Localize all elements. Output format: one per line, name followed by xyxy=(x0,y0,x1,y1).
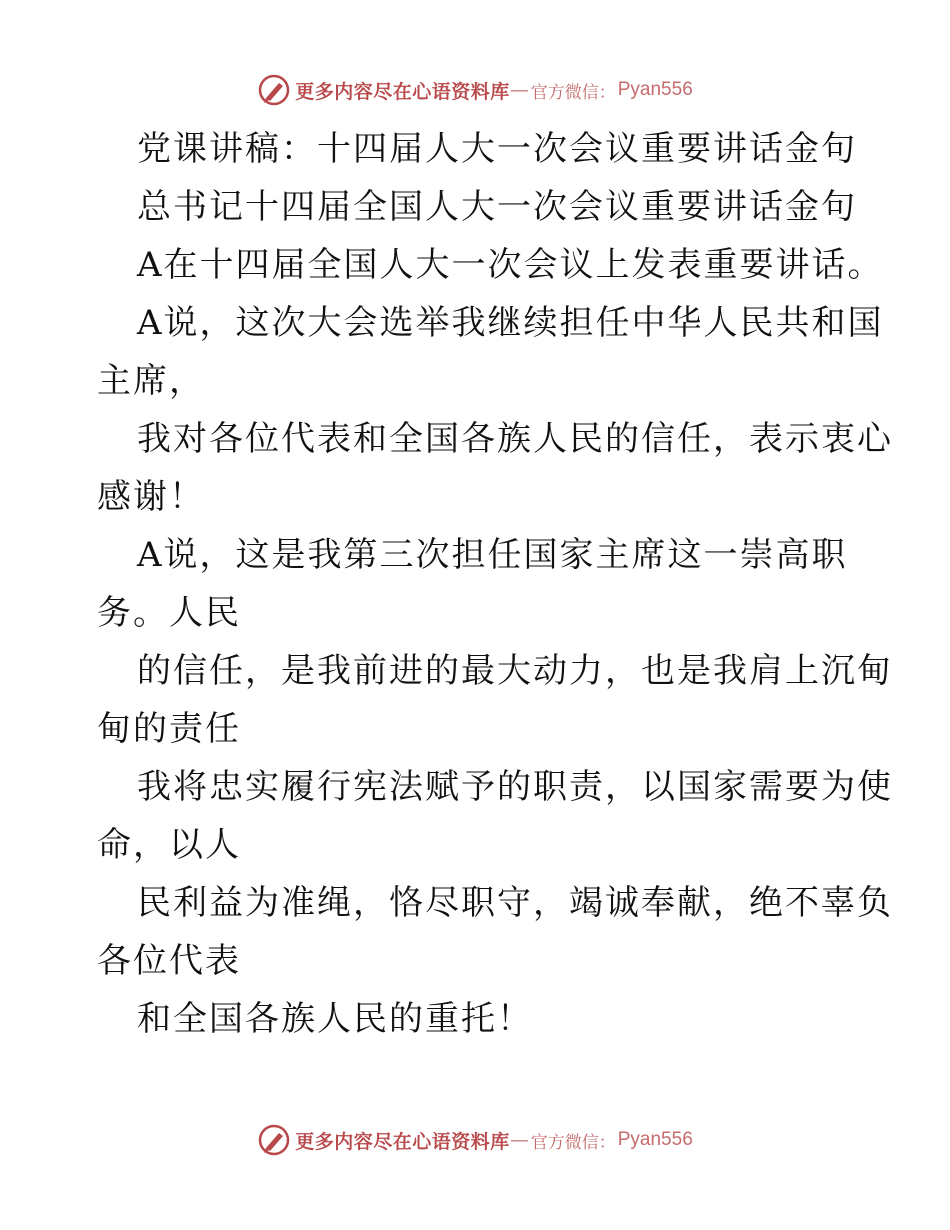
doc-line: 务。人民 xyxy=(97,593,241,633)
pen-logo-icon xyxy=(257,73,291,107)
doc-line: A说，这是我第三次担任国家主席这一崇高职 xyxy=(137,535,848,575)
banner-wechat-label: 官方微信： xyxy=(530,1132,616,1153)
document-body xyxy=(97,120,893,1048)
doc-line: 总书记十四届全国人大一次会议重要讲话金句 xyxy=(137,187,857,227)
pen-logo-icon xyxy=(257,1123,291,1157)
doc-line: 甸的责任 xyxy=(97,709,241,749)
footer-banner xyxy=(0,1120,950,1160)
doc-line: A在十四届全国人大一次会议上发表重要讲话。 xyxy=(137,245,884,285)
banner-separator: — xyxy=(509,1129,529,1151)
doc-line: 我对各位代表和全国各族人民的信任，表示衷心 xyxy=(137,419,893,459)
doc-line: 各位代表 xyxy=(97,941,241,981)
banner-title: 更多内容尽在心语资料库 xyxy=(295,1130,510,1153)
banner-separator: — xyxy=(509,79,529,101)
doc-line: 党课讲稿：十四届人大一次会议重要讲话金句 xyxy=(137,129,857,169)
banner-wechat-label: 官方微信： xyxy=(530,82,616,103)
doc-line: 的信任，是我前进的最大动力，也是我肩上沉甸 xyxy=(137,651,893,691)
doc-line: 和全国各族人民的重托！ xyxy=(137,999,533,1039)
header-banner xyxy=(0,70,950,110)
banner-wechat-id: Pyan556 xyxy=(617,79,693,100)
doc-line: 民利益为准绳，恪尽职守，竭诚奉献，绝不辜负 xyxy=(137,883,893,923)
doc-line: 主席， xyxy=(97,361,205,401)
banner-wechat-id: Pyan556 xyxy=(617,1129,693,1150)
doc-line: 我将忠实履行宪法赋予的职责，以国家需要为使 xyxy=(137,767,893,807)
banner-title: 更多内容尽在心语资料库 xyxy=(295,80,510,103)
doc-line: A说，这次大会选举我继续担任中华人民共和国 xyxy=(137,303,884,343)
doc-line: 感谢！ xyxy=(97,477,205,517)
doc-line: 命，以人 xyxy=(97,825,241,865)
